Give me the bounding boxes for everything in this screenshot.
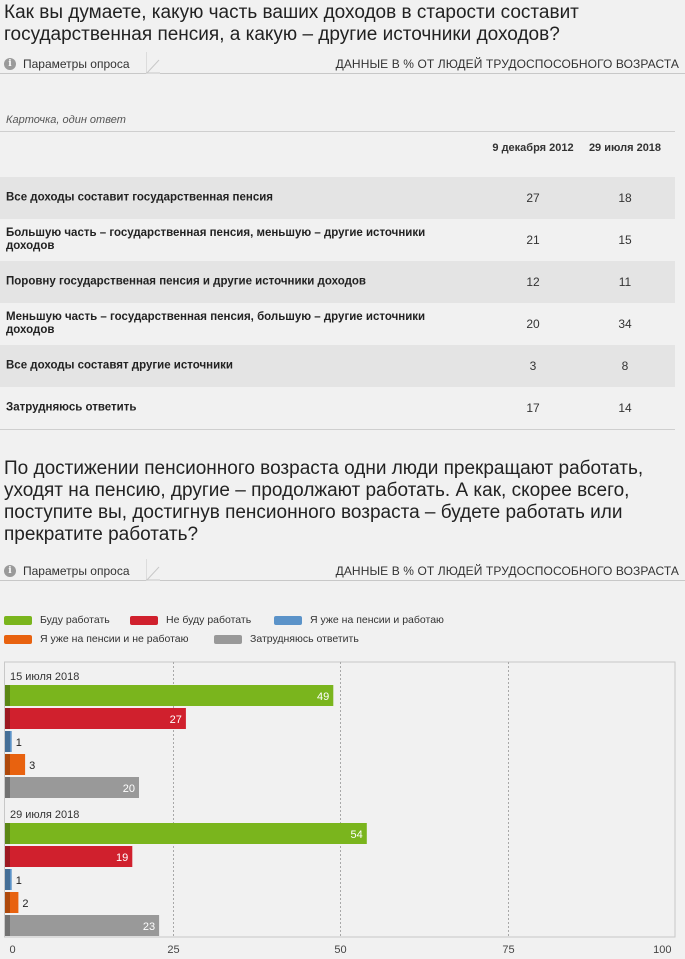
bar — [5, 823, 367, 844]
row-value-2018: 8 — [621, 359, 629, 373]
bar — [5, 708, 186, 729]
data-note: ДАННЫЕ В % ОТ ЛЮДЕЙ ТРУДОСПОСОБНОГО ВОЗРАСТА — [335, 57, 679, 71]
bar — [5, 846, 132, 867]
row-label: Большую часть – государственная пенсия, меньшую – другие источники доходов — [6, 227, 426, 252]
question2-title: По достижении пенсионного возраста одни люди прекращают работать, уходят на пенсию, другие – продолжают работать. А как, скорее всего, поступите вы, достигнув пенсионного возраста – будете работать или прекратите работать? — [4, 458, 644, 545]
row-value-2012: 12 — [526, 275, 540, 289]
bar-edge — [5, 892, 10, 913]
row-value-2018: 14 — [618, 401, 632, 415]
x-tick-label: 50 — [334, 944, 347, 956]
bar-edge — [5, 685, 10, 706]
legend-label: Затрудняюсь ответить — [250, 633, 359, 645]
bar — [5, 685, 333, 706]
row-label: Все доходы составит государственная пенсия — [6, 191, 274, 204]
data-note: ДАННЫЕ В % ОТ ЛЮДЕЙ ТРУДОСПОСОБНОГО ВОЗРАСТА — [335, 564, 679, 578]
survey-params-link[interactable]: Параметры опроса — [23, 57, 130, 71]
bar — [5, 777, 139, 798]
bar-edge — [5, 869, 10, 890]
bar-edge — [5, 754, 10, 775]
bar-edge — [5, 915, 10, 936]
row-label: Меньшую часть – государственная пенсия, большую – другие источники доходов — [6, 311, 426, 336]
column-header-2012: 9 декабря 2012 — [492, 142, 574, 154]
group-label: 15 июля 2018 — [10, 671, 80, 683]
survey-params-link[interactable]: Параметры опроса — [23, 564, 130, 578]
row-value-2018: 15 — [618, 233, 632, 247]
row-value-2012: 21 — [526, 233, 540, 247]
row-value-2018: 34 — [618, 317, 632, 331]
bar-value-label: 27 — [169, 714, 182, 726]
row-value-2018: 18 — [618, 191, 632, 205]
x-tick-label: 0 — [9, 944, 16, 956]
bar — [5, 915, 159, 936]
bar-edge — [5, 708, 10, 729]
legend-label: Я уже на пенсии и работаю — [310, 614, 444, 626]
bar-value-label: 49 — [317, 691, 330, 703]
card-note: Карточка, один ответ — [6, 114, 126, 126]
bar-edge — [5, 846, 10, 867]
column-header-2018: 29 июля 2018 — [588, 142, 662, 154]
bar-value-label: 1 — [15, 875, 22, 887]
row-value-2018: 11 — [618, 275, 632, 289]
legend-label: Я уже на пенсии и не работаю — [40, 633, 189, 645]
bar-edge — [5, 777, 10, 798]
bar-edge — [5, 823, 10, 844]
question1-title: Как вы думаете, какую часть ваших доходов в старости составит государственная пенсия, а какую – другие источники доходов? — [4, 2, 579, 45]
legend-label: Не буду работать — [166, 614, 252, 626]
row-value-2012: 17 — [526, 401, 540, 415]
row-label: Поровну государственная пенсия и другие источники доходов — [6, 275, 366, 288]
row-label: Затрудняюсь ответить — [6, 401, 137, 414]
bar-value-label: 54 — [350, 829, 363, 841]
x-tick-label: 25 — [167, 944, 180, 956]
x-tick-label: 75 — [502, 944, 515, 956]
bar-value-label: 23 — [142, 921, 156, 933]
group-label: 29 июля 2018 — [10, 809, 80, 821]
bar-value-label: 1 — [15, 737, 22, 749]
bar-value-label: 3 — [29, 760, 36, 772]
legend-label: Буду работать — [40, 614, 110, 626]
info-icon[interactable]: i — [4, 565, 16, 577]
info-icon[interactable]: i — [4, 58, 16, 70]
row-value-2012: 3 — [529, 359, 537, 373]
bar-value-label: 19 — [116, 852, 129, 864]
row-value-2012: 20 — [526, 317, 540, 331]
x-tick-label: 100 — [653, 944, 672, 956]
bar-edge — [5, 731, 10, 752]
bar-value-label: 20 — [122, 783, 135, 795]
row-value-2012: 27 — [526, 191, 540, 205]
bar-value-label: 2 — [22, 898, 29, 910]
row-label: Все доходы составят другие источники — [6, 359, 233, 372]
